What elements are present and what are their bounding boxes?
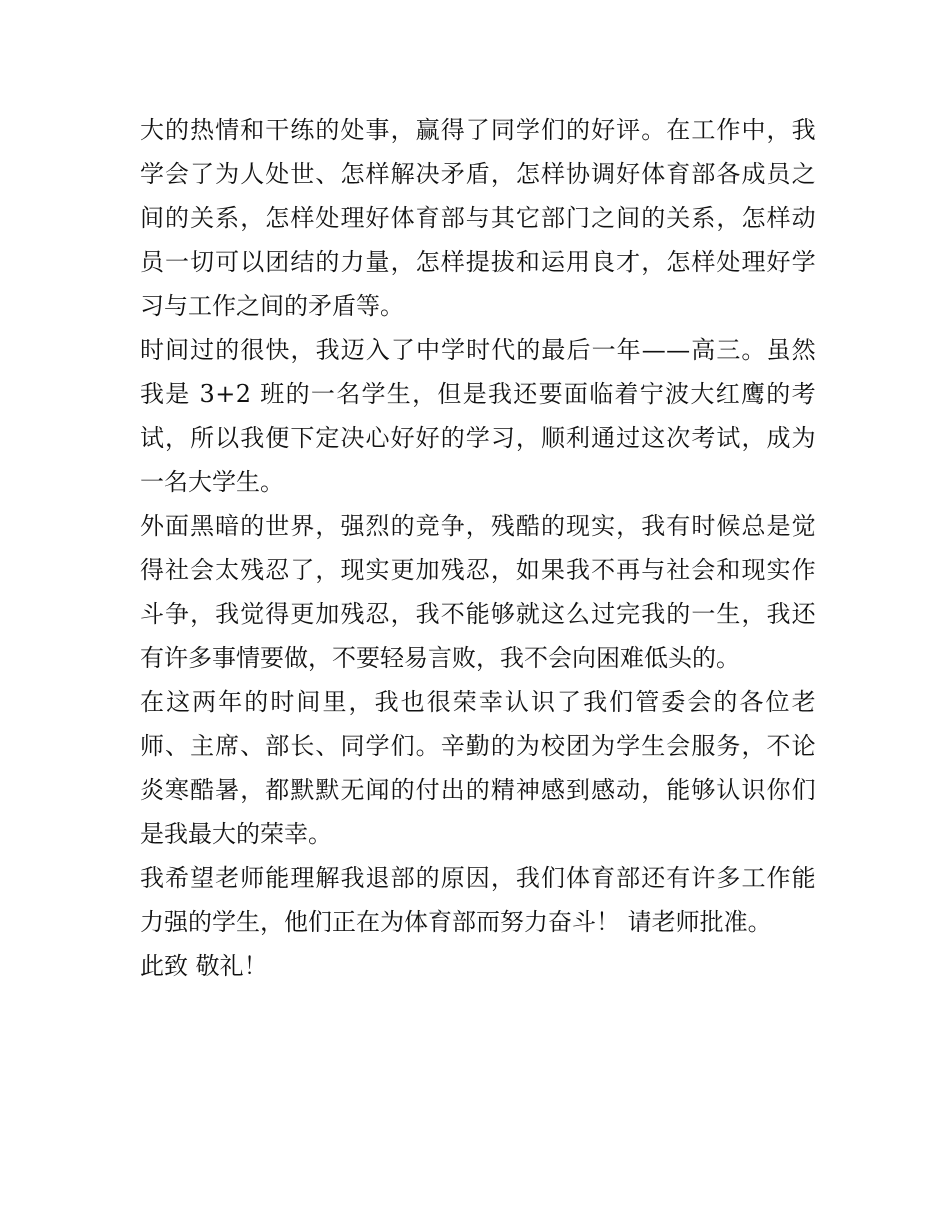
paragraph-work-experience [140, 108, 816, 328]
text-line: 大的热情和干练的处事，赢得了同学们的好评。在工作中，我 [140, 116, 816, 144]
text-line: 间的关系，怎样处理好体育部与其它部门之间的关系，怎样动 [140, 204, 816, 232]
text-line: 习与工作之间的矛盾等。 [140, 292, 404, 320]
text-line: 员一切可以团结的力量，怎样提拔和运用良才，怎样处理好学 [140, 248, 816, 276]
paragraph-senior-year [140, 328, 816, 504]
text-line: 我是 3+2 班的一名学生，但是我还要面临着宁波大红鹰的考 [140, 380, 816, 408]
text-line: 一名大学生。 [140, 468, 284, 496]
paragraph-request [140, 856, 816, 944]
text-line: 此致 敬礼！ [140, 952, 268, 980]
text-line: 时间过的很快，我迈入了中学时代的最后一年——高三。虽然 [140, 336, 816, 364]
text-line: 得社会太残忍了，现实更加残忍，如果我不再与社会和现实作 [140, 556, 816, 584]
text-line: 学会了为人处世、怎样解决矛盾，怎样协调好体育部各成员之 [140, 160, 816, 188]
letter-body [140, 108, 816, 988]
paragraph-outside-world [140, 504, 816, 680]
text-line: 在这两年的时间里，我也很荣幸认识了我们管委会的各位老 [140, 688, 816, 716]
text-line: 我希望老师能理解我退部的原因，我们体育部还有许多工作能 [140, 864, 816, 892]
text-line: 外面黑暗的世界，强烈的竞争，残酷的现实，我有时候总是觉 [140, 512, 816, 540]
closing-salutation [140, 944, 816, 988]
text-line: 力强的学生，他们正在为体育部而努力奋斗！ 请老师批准。 [140, 908, 772, 936]
text-line: 有许多事情要做，不要轻易言败，我不会向困难低头的。 [140, 644, 740, 672]
paragraph-gratitude [140, 680, 816, 856]
text-line: 师、主席、部长、同学们。辛勤的为校团为学生会服务，不论 [140, 732, 816, 760]
text-line: 是我最大的荣幸。 [140, 820, 332, 848]
text-line: 试，所以我便下定决心好好的学习，顺利通过这次考试，成为 [140, 424, 816, 452]
text-line: 斗争，我觉得更加残忍，我不能够就这么过完我的一生，我还 [140, 600, 816, 628]
text-line: 炎寒酷暑，都默默无闻的付出的精神感到感动，能够认识你们 [140, 776, 816, 804]
